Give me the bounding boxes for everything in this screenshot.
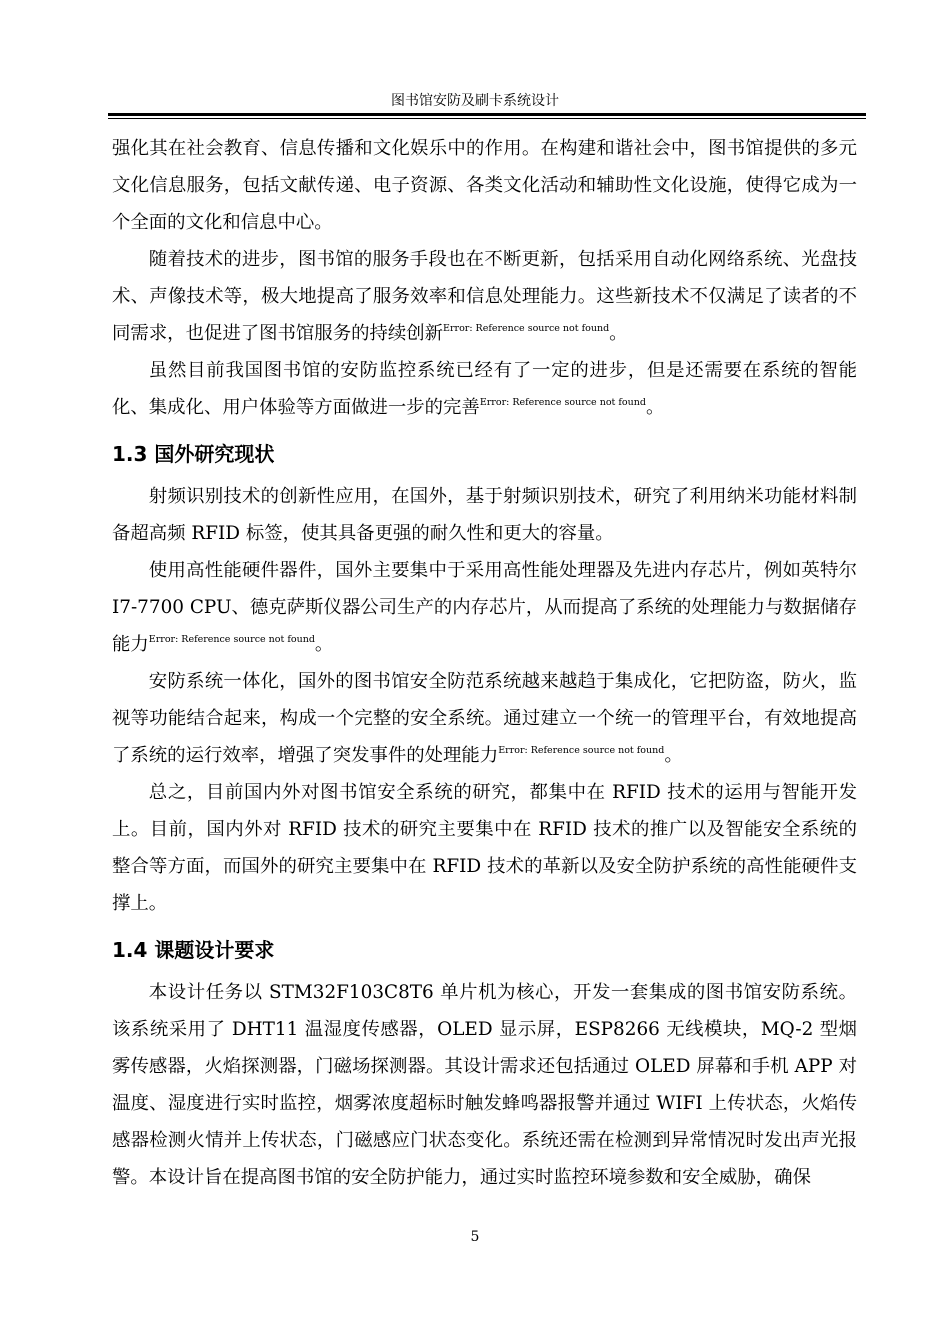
section-heading: 1.3 国外研究现状 (112, 442, 275, 466)
page-body (112, 130, 857, 1196)
paragraph-end: 。 (314, 634, 334, 655)
paragraph (112, 352, 857, 426)
paragraph-text: 随着技术的进步，图书馆的服务手段也在不断更新，包括采用自动化网络系统、光盘技术、声像技术等，极大地提高了服务效率和信息处理能力。这些新技术不仅满足了读者的不同需求，也促进了图书馆服务的持续创新 (112, 249, 857, 344)
paragraph: 本设计任务以 STM32F103C8T6 单片机为核心，开发一套集成的图书馆安防系统。该系统采用了 DHT11 温湿度传感器，OLED 显示屏，ESP8266 无线模块，MQ-2 型烟雾传感器，火焰探测器，门磁场探测器。其设计需求还包括通过 OLED 屏幕和手机 APP 对温度、湿度进行实时监控，烟雾浓度超标时触发蜂鸣器报警并通过 WIFI 上传状态，火焰传感器检测火情并上传状态，门磁感应门状态变化。系统还需在检测到异常情况时发出声光报警。本设计旨在提高图书馆的安全防护能力，通过实时监控环境参数和安全威胁，确保 (112, 982, 857, 1188)
paragraph-text: 使用高性能硬件器件，国外主要集中于采用高性能处理器及先进内存芯片，例如英特尔 I7-7700 CPU、德克萨斯仪器公司生产的内存芯片，从而提高了系统的处理能力与数据储存能力 (112, 560, 857, 655)
reference-error: Error: Reference source not found (443, 323, 610, 334)
reference-error: Error: Reference source not found (479, 397, 646, 408)
paragraph-text: 安防系统一体化，国外的图书馆安全防范系统越来越趋于集成化，它把防盗，防火，监视等功能结合起来，构成一个完整的安全系统。通过建立一个统一的管理平台，有效地提高了系统的运行效率，增强了突发事件的处理能力 (112, 671, 857, 766)
paragraph: 强化其在社会教育、信息传播和文化娱乐中的作用。在构建和谐社会中，图书馆提供的多元文化信息服务，包括文献传递、电子资源、各类文化活动和辅助性文化设施，使得它成为一个全面的文化和信息中心。 (112, 138, 857, 233)
reference-error: Error: Reference source not found (498, 745, 665, 756)
paragraph-text: 虽然目前我国图书馆的安防监控系统已经有了一定的进步，但是还需要在系统的智能化、集成化、用户体验等方面做进一步的完善 (112, 360, 857, 418)
paragraph-end: 。 (645, 397, 665, 418)
running-header: 图书馆安防及刷卡系统设计 (391, 93, 559, 109)
header-rule-thick (108, 113, 866, 116)
paragraph-end: 。 (664, 745, 683, 766)
header-rule-thin (108, 118, 866, 119)
paragraph (112, 241, 857, 352)
paragraph (112, 663, 857, 774)
paragraph: 射频识别技术的创新性应用，在国外，基于射频识别技术，研究了利用纳米功能材料制备超高频 RFID 标签，使其具备更强的耐久性和更大的容量。 (112, 486, 857, 544)
page-number: 5 (470, 1229, 480, 1245)
paragraph: 总之，目前国内外对图书馆安全系统的研究，都集中在 RFID 技术的运用与智能开发上。目前，国内外对 RFID 技术的研究主要集中在 RFID 技术的推广以及智能安全系统的整合等方面，而国外的研究主要集中在 RFID 技术的革新以及安全防护系统的高性能硬件支撑上。 (112, 782, 857, 914)
paragraph-end: 。 (609, 323, 628, 344)
section-heading: 1.4 课题设计要求 (112, 938, 275, 962)
paragraph (112, 552, 857, 663)
reference-error: Error: Reference source not found (148, 634, 315, 645)
